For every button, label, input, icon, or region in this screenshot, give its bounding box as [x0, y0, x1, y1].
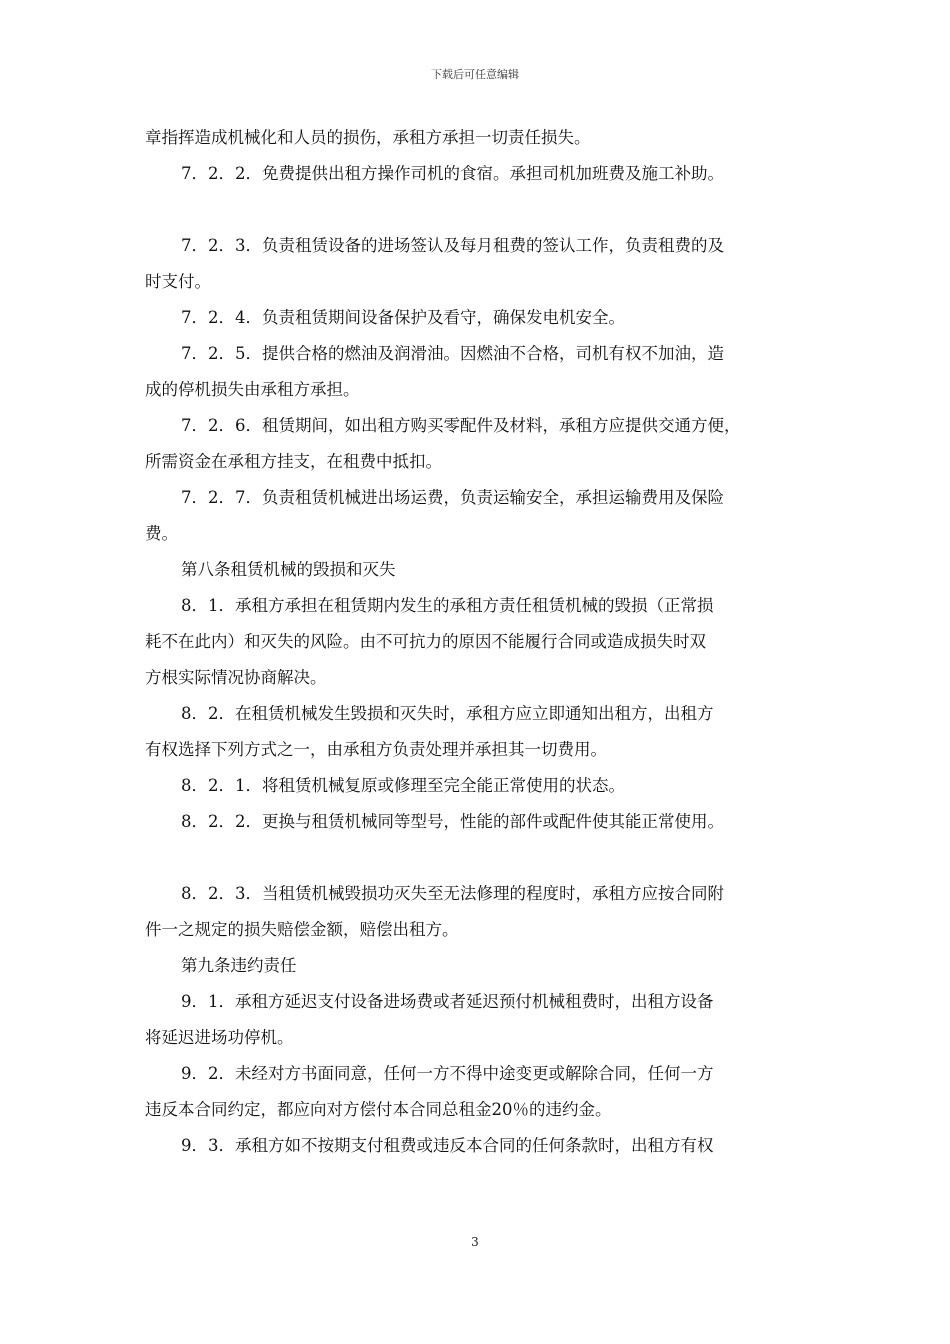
paragraph-line: 7．2．7．负责租赁机械进出场运费，负责运输安全，承担运输费用及保险 [181, 488, 724, 507]
blank-line [145, 192, 809, 228]
paragraph-line: 章指挥造成机械化和人员的损伤，承租方承担一切责任损失。 [145, 128, 591, 147]
paragraph-line: 8．2．2．更换与租赁机械同等型号，性能的部件或配件使其能正常使用。 [181, 812, 724, 831]
paragraph-line: 9．3．承租方如不按期支付租费或违反本合同的任何条款时，出租方有权 [181, 1136, 714, 1155]
paragraph-line: 将延迟进场功停机。 [145, 1028, 294, 1047]
paragraph-line: 7．2．5．提供合格的燃油及润滑油。因燃油不合格，司机有权不加油，造 [181, 344, 724, 363]
paragraph-line: 8．2．3．当租赁机械毁损功灭失至无法修理的程度时，承租方应按合同附 [181, 884, 724, 903]
paragraph-line: 时支付。 [145, 272, 211, 291]
paragraph-line: 成的停机损失由承租方承担。 [145, 380, 360, 399]
paragraph-line: 7．2．3．负责租赁设备的进场签认及每月租费的签认工作，负责租费的及 [181, 236, 724, 255]
paragraph-line: 件一之规定的损失赔偿金额，赔偿出租方。 [145, 920, 459, 939]
section-heading: 第九条违约责任 [181, 956, 297, 975]
section-heading: 第八条租赁机械的毁损和灭失 [181, 560, 396, 579]
page-number: 3 [471, 1235, 479, 1249]
document-body [145, 120, 809, 1164]
blank-line [145, 840, 809, 876]
paragraph-line: 7．2．4．负责租赁期间设备保护及看守，确保发电机安全。 [181, 308, 625, 327]
paragraph-line: 9．1．承租方延迟支付设备进场费或者延迟预付机械租费时，出租方设备 [181, 992, 714, 1011]
paragraph-line: 7．2．6．租赁期间，如出租方购买零配件及材料，承租方应提供交通方便， [181, 416, 741, 435]
paragraph-line: 违反本合同约定，都应向对方偿付本合同总租金20％的违约金。 [145, 1100, 612, 1119]
paragraph-line: 费。 [145, 524, 178, 543]
paragraph-line: 方根实际情况协商解决。 [145, 668, 327, 687]
page-header: 下载后可任意编辑 [431, 68, 519, 81]
paragraph-line: 耗不在此内）和灭失的风险。由不可抗力的原因不能履行合同或造成损失时双 [145, 632, 706, 651]
paragraph-line: 8．2．在租赁机械发生毁损和灭失时，承租方应立即通知出租方，出租方 [181, 704, 714, 723]
paragraph-line: 8．2．1．将租赁机械复原或修理至完全能正常使用的状态。 [181, 776, 625, 795]
paragraph-line: 所需资金在承租方挂支，在租费中抵扣。 [145, 452, 442, 471]
paragraph-line: 8．1．承租方承担在租赁期内发生的承租方责任租赁机械的毁损（正常损 [181, 596, 714, 615]
paragraph-line: 有权选择下列方式之一，由承租方负责处理并承担其一切费用。 [145, 740, 607, 759]
paragraph-line: 7．2．2．免费提供出租方操作司机的食宿。承担司机加班费及施工补助。 [181, 164, 724, 183]
paragraph-line: 9．2．未经对方书面同意，任何一方不得中途变更或解除合同，任何一方 [181, 1064, 714, 1083]
